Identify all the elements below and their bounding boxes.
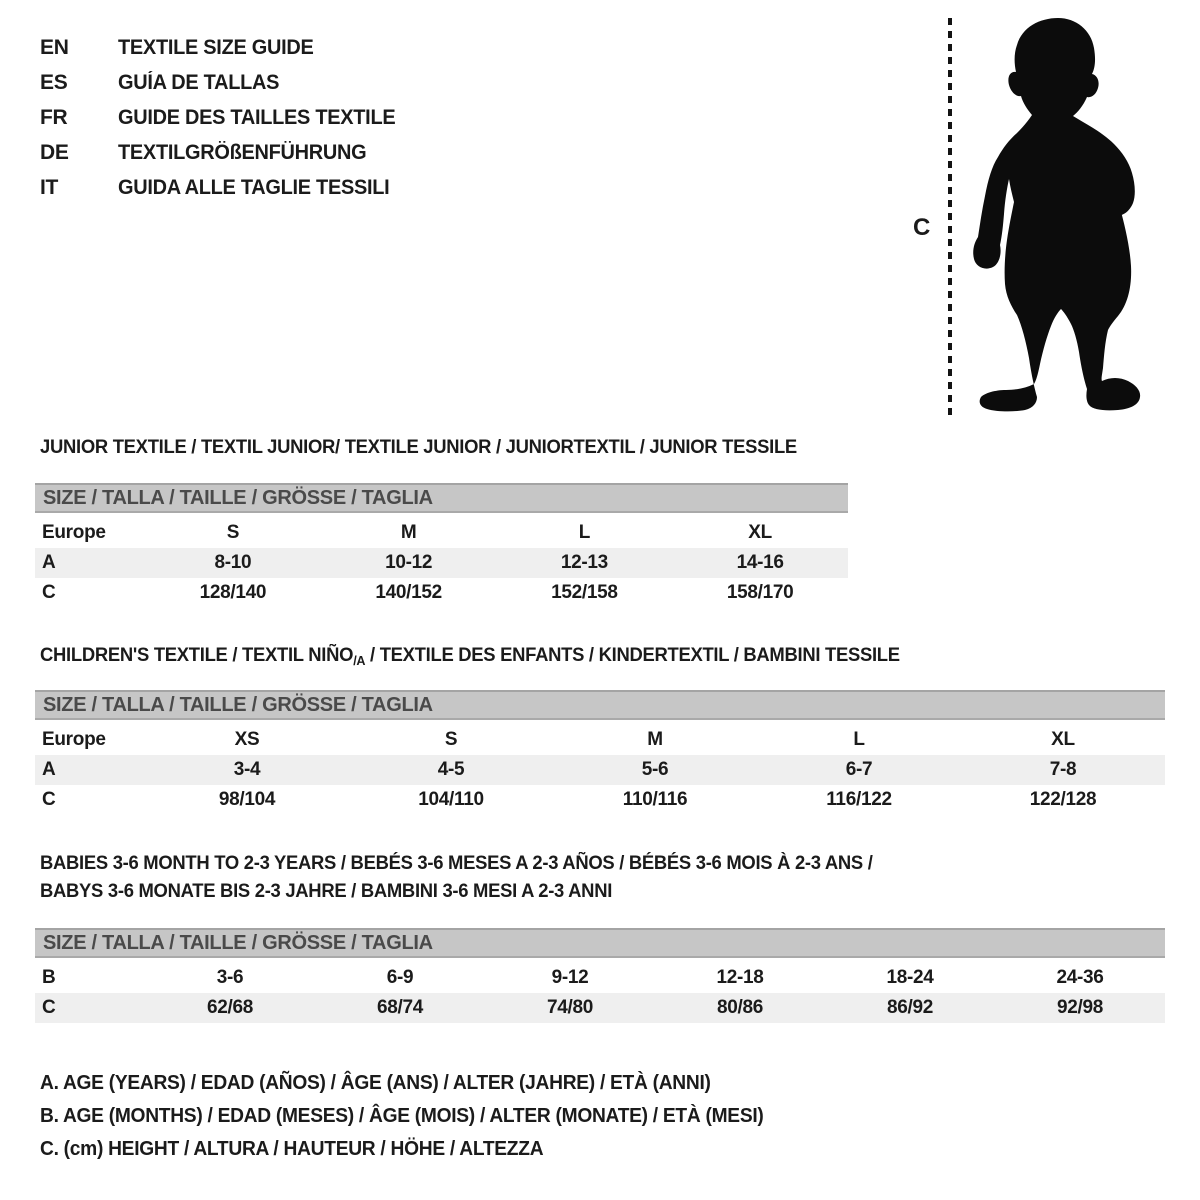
lang-row-es [40,65,410,100]
lang-title: GUIDA ALLE TAGLIE TESSILI [118,175,390,199]
cell-value: 7-8 [1049,759,1077,780]
row-label: A [42,759,56,780]
size-header-bar [35,928,1165,958]
lang-title: GUÍA DE TALLAS [118,70,280,94]
children-size-table [35,690,1165,815]
junior-size-table [35,483,848,608]
legend-line-b: B. AGE (MONTHS) / EDAD (MESES) / ÂGE (MOIS) / ALTER (MONATE) / ETÀ (MESI) [40,1105,764,1127]
region-label: Europe [42,522,106,543]
lang-code: DE [40,140,69,164]
cell-value: 18-24 [886,967,934,988]
cell-value: 116/122 [826,789,892,810]
cell-value: 104/110 [418,789,484,810]
cell-value: 12-13 [560,552,608,573]
cell-value: 152/158 [551,582,618,603]
table-row-height [35,785,1165,815]
cell-value: 3-4 [233,759,261,780]
section-title-children [40,642,900,671]
cell-value: 74/80 [546,997,594,1018]
column-header: L [853,729,865,750]
table-row-age [35,755,1165,785]
size-header-label: SIZE / TALLA / TAILLE / GRÖSSE / TAGLIA [43,932,433,954]
lang-row-de [40,135,410,170]
lang-code: ES [40,70,68,94]
measure-legend [40,1072,794,1171]
table-header-row [35,518,848,548]
cell-value: 4-5 [437,759,465,780]
title-part: / TEXTILE DES ENFANTS / KINDERTEXTIL / BAMBINI TESSILE [365,645,900,666]
column-header: M [647,729,663,750]
cell-value: 158/170 [726,582,794,603]
lang-title: TEXTILE SIZE GUIDE [118,35,314,59]
column-header: XL [1051,729,1075,750]
lang-row-fr [40,100,410,135]
column-header: XL [748,522,772,543]
cell-value: 98/104 [218,789,276,810]
cell-value: 80/86 [716,997,764,1018]
cell-value: 140/152 [375,582,442,603]
cell-value: 122/128 [1029,789,1097,810]
cell-value: 68/74 [376,997,424,1018]
title-subscript: /A [353,653,366,668]
column-header: M [400,522,417,543]
row-label: B [42,967,56,988]
lang-code: FR [40,105,68,129]
region-label: Europe [42,729,106,750]
size-header-bar [35,483,848,513]
column-header: XS [234,729,260,750]
lang-code: EN [40,35,69,59]
babies-title-line1: BABIES 3-6 MONTH TO 2-3 YEARS / BEBÉS 3-6 MESES A 2-3 AÑOS / BÉBÉS 3-6 MOIS À 2-3 ANS / [40,853,873,874]
cell-value: 110/116 [622,789,688,810]
legend-line-a: A. AGE (YEARS) / EDAD (AÑOS) / ÂGE (ANS) / ALTER (JAHRE) / ETÀ (ANNI) [40,1072,711,1094]
cell-value: 6-9 [386,967,414,988]
table-header-row [35,725,1165,755]
cell-value: 92/98 [1056,997,1104,1018]
cell-value: 12-18 [716,967,764,988]
lang-title: TEXTILGRÖßENFÜHRUNG [118,140,367,164]
column-header: S [444,729,458,750]
lang-row-en [40,30,410,65]
cell-value: 24-36 [1056,967,1104,988]
title-part: CHILDREN'S TEXTILE / TEXTIL NIÑO [40,645,354,666]
cell-value: 6-7 [845,759,873,780]
lang-row-it [40,170,410,205]
cell-value: 5-6 [641,759,669,780]
column-header: S [226,522,240,543]
table-row-height [35,578,848,608]
column-header: L [578,522,591,543]
section-title-babies [40,850,873,905]
cell-value: 62/68 [206,997,254,1018]
babies-title-line2: BABYS 3-6 MONATE BIS 2-3 JAHRE / BAMBINI 3-6 MESI A 2-3 ANNI [40,880,613,902]
babies-size-table [35,928,1165,1023]
row-label: C [42,997,56,1018]
cell-value: 9-12 [551,967,589,988]
toddler-silhouette-icon [962,18,1147,418]
cell-value: 86/92 [886,997,934,1018]
lang-title: GUIDE DES TAILLES TEXTILE [118,105,396,129]
row-label: C [42,582,56,603]
cell-value: 14-16 [736,552,784,573]
height-measure-label: C [913,214,931,241]
legend-line-c: C. (cm) HEIGHT / ALTURA / HAUTEUR / HÖHE / ALTEZZA [40,1138,544,1160]
height-measure-dashed-line [948,18,952,416]
section-title-junior: JUNIOR TEXTILE / TEXTIL JUNIOR/ TEXTILE JUNIOR / JUNIORTEXTIL / JUNIOR TESSILE [40,437,797,458]
cell-value: 8-10 [214,552,252,573]
cell-value: 10-12 [385,552,433,573]
table-row-height [35,993,1165,1023]
size-header-bar [35,690,1165,720]
cell-value: 128/140 [199,582,267,603]
language-title-list [40,30,410,205]
size-header-label: SIZE / TALLA / TAILLE / GRÖSSE / TAGLIA [43,487,433,509]
row-label: A [42,552,56,573]
lang-code: IT [40,175,59,199]
row-label: C [42,789,56,810]
cell-value: 3-6 [216,967,244,988]
table-row-months [35,963,1165,993]
table-row-age [35,548,848,578]
size-header-label: SIZE / TALLA / TAILLE / GRÖSSE / TAGLIA [43,694,433,716]
